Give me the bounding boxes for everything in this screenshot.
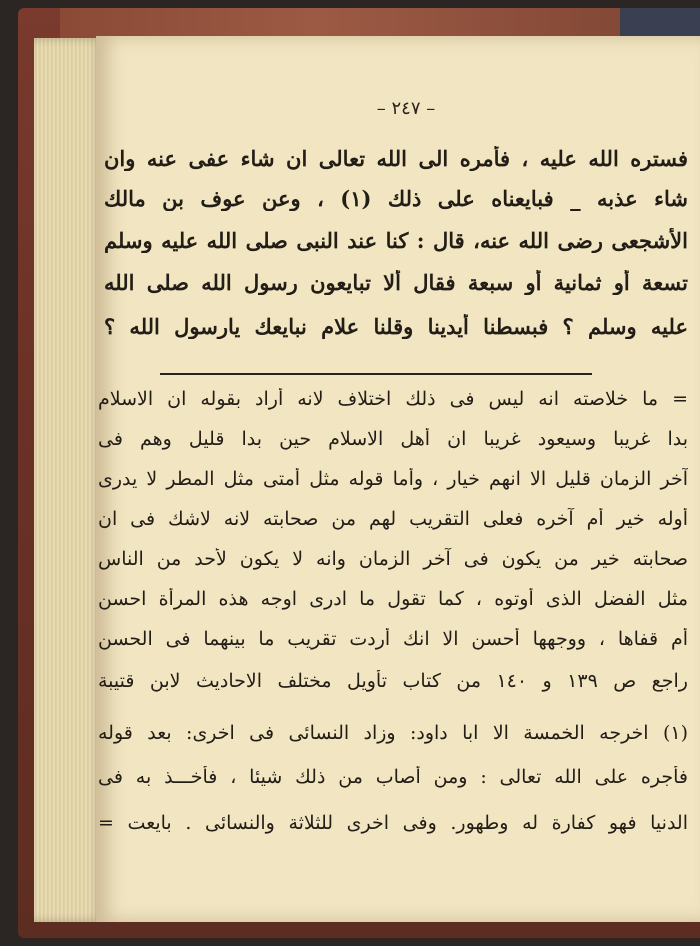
note-line-5: صحابته خير من يكون فى آخر الزمان وانه لا يكون لأحد من الناس	[98, 548, 688, 570]
note-line-1: = ما خلاصته انه ليس فى ذلك اختلاف لانه أراد بقوله ان الاسلام	[98, 388, 688, 410]
footnote-separator	[160, 373, 592, 375]
main-text-line-5: عليه وسلم ؟ فبسطنا أيدينا وقلنا علام نبايعك يارسول الله ؟	[104, 314, 688, 339]
note-line-6: مثل الفضل الذى أوتوه ، كما تقول ما ادرى اوجه هذه المرأة احسن	[98, 588, 688, 610]
spine-band	[620, 8, 700, 38]
page-number: – ٢٤٧ –	[376, 98, 436, 119]
note-line-3: آخر الزمان قليل الا انهم خيار ، وأما قوله مثل أمتى مثل المطر لا يدرى	[98, 468, 688, 490]
note-line-7: أم قفاها ، ووجهها أحسن الا انك أردت تقريب ما بينهما فى الحسن	[98, 628, 688, 650]
main-text-line-2: شاء عذبه _ فبايعناه على ذلك (١) ، وعن عوف بن مالك	[104, 186, 688, 211]
footnote-line-1: (١) اخرجه الخمسة الا ابا داود: وزاد النسائى فى اخرى: بعد قوله	[98, 722, 688, 744]
note-line-2: بدا غريبا وسيعود غريبا ان أهل الاسلام حين بدا قليل وهم فى	[98, 428, 688, 450]
footnote-line-3: الدنيا فهو كفارة له وطهور. وفى اخرى للثلاثة والنسائى . بايعت =	[98, 812, 688, 834]
footnote-line-2: فأجره على الله تعالى : ومن أصاب من ذلك شيئا ، فأخـــذ به فى	[98, 766, 688, 788]
main-text-line-3: الأشجعى رضى الله عنه، قال : كنا عند النبى صلى الله عليه وسلم	[104, 228, 688, 253]
main-text-line-4: تسعة أو ثمانية أو سبعة فقال ألا تبايعون رسول الله صلى الله	[104, 270, 688, 295]
page-edges	[34, 38, 104, 922]
note-line-4: أوله خير أم آخره فعلى التقريب لهم من صحابته لانه لاشك فى ان	[98, 508, 688, 530]
note-line-8: راجع ص ١٣٩ و ١٤٠ من كتاب تأويل مختلف الاحاديث لابن قتيبة	[98, 670, 688, 692]
main-text-line-1: فستره الله عليه ، فأمره الى الله تعالى ان شاء عفى عنه وان	[104, 146, 688, 171]
